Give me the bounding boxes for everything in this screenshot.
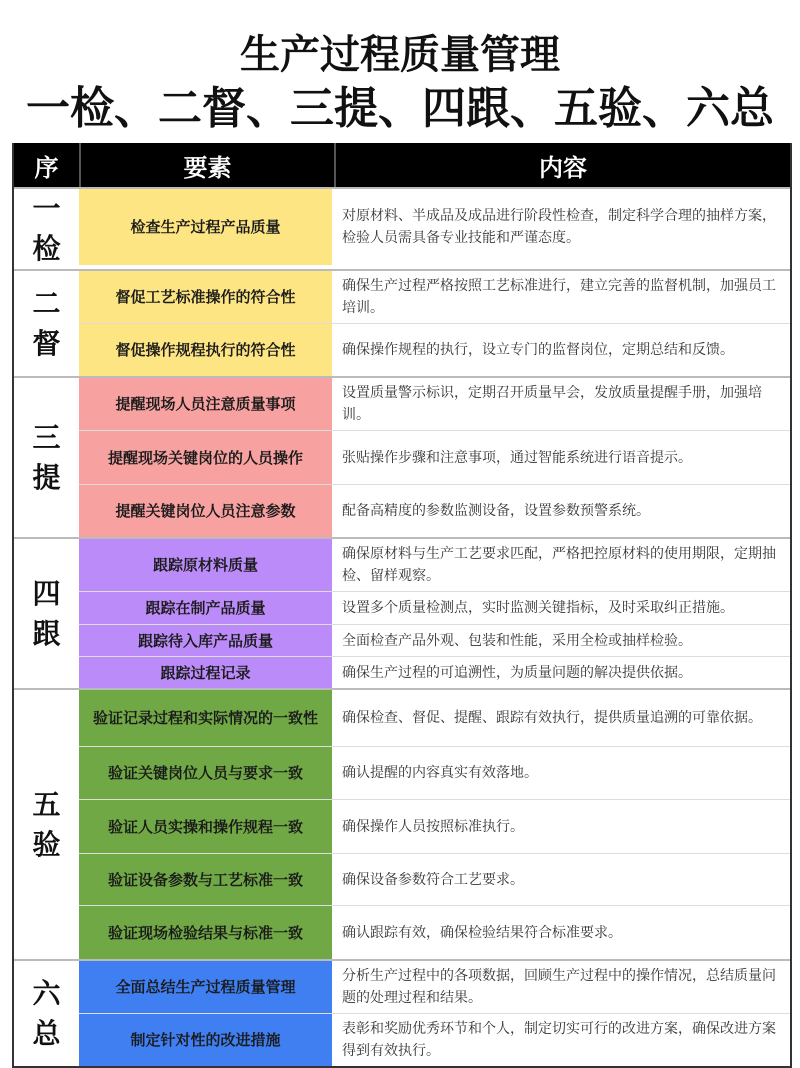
group-label-char: 三 (32, 420, 61, 454)
element-cell: 全面总结生产过程质量管理 (79, 961, 332, 1013)
content-cell: 全面检查产品外观、包装和性能，采用全检或抽样检验。 (342, 632, 692, 649)
table-row (79, 271, 790, 323)
content-cell: 分析生产过程中的各项数据，回顾生产过程中的操作情况，总结质量问题的处理过程和结果。 (342, 968, 776, 1006)
group-label-char: 提 (32, 460, 61, 494)
content-cell: 确保操作人员按照标准执行。 (342, 818, 524, 835)
content-cell: 设置质量警示标识，定期召开质量早会，发放质量提醒手册，加强培训。 (342, 385, 762, 423)
group-label (14, 690, 79, 959)
element-cell: 跟踪待入库产品质量 (79, 625, 332, 656)
element-cell: 跟踪在制产品质量 (79, 592, 332, 624)
group-label-char: 一 (32, 192, 61, 225)
content-cell: 表彰和奖励优秀环节和个人，制定切实可行的改进方案，确保改进方案得到有效执行。 (342, 1021, 776, 1059)
element-cell: 提醒现场人员注意质量事项 (79, 378, 332, 430)
element-cell: 验证关键岗位人员与要求一致 (79, 747, 332, 799)
table-row (79, 656, 790, 688)
element-cell: 提醒关键岗位人员注意参数 (79, 485, 332, 537)
group-label-char: 验 (32, 827, 61, 861)
page-subtitle: 一检、二督、三提、四跟、五验、六总 (26, 83, 774, 134)
content-cell: 设置多个质量检测点，实时监测关键指标，及时采取纠正措施。 (342, 600, 734, 616)
content-cell: 确保生产过程的可追溯性，为质量问题的解决提供依据。 (342, 664, 692, 681)
group-section (14, 269, 790, 376)
content-cell: 确保检查、督促、提醒、跟踪有效执行，提供质量追溯的可靠依据。 (342, 710, 762, 726)
table-row (79, 539, 790, 591)
group-label-char: 督 (32, 326, 61, 360)
element-cell: 跟踪过程记录 (79, 657, 332, 688)
group-label-char: 五 (32, 787, 61, 821)
group-section (14, 187, 790, 269)
table-row (79, 690, 790, 746)
table-header (14, 143, 790, 187)
group-label (14, 271, 79, 376)
table-row (79, 323, 790, 376)
content-cell: 确认跟踪有效，确保检验结果符合标准要求。 (342, 924, 622, 941)
quality-table (12, 143, 792, 1068)
element-cell: 验证设备参数与工艺标准一致 (79, 854, 332, 905)
table-row (79, 591, 790, 624)
element-cell: 验证现场检验结果与标准一致 (79, 906, 332, 959)
content-cell: 确保原材料与生产工艺要求匹配，严格把控原材料的使用期限，定期抽检、留样观察。 (342, 546, 776, 584)
group-section (14, 376, 790, 537)
table-row (79, 430, 790, 484)
group-label-char: 四 (32, 576, 61, 610)
element-cell: 督促工艺标准操作的符合性 (79, 271, 332, 323)
table-row (79, 905, 790, 959)
content-cell: 张贴操作步骤和注意事项，通过智能系统进行语音提示。 (342, 449, 692, 466)
element-cell: 检查生产过程产品质量 (79, 189, 332, 265)
element-cell: 制定针对性的改进措施 (79, 1014, 332, 1066)
content-cell: 配备高精度的参数监测设备，设置参数预警系统。 (342, 503, 650, 519)
content-cell: 确保设备参数符合工艺要求。 (342, 871, 524, 888)
table-row (79, 484, 790, 537)
group-label (14, 189, 79, 269)
group-label-char: 总 (32, 1016, 61, 1050)
group-label-char: 跟 (32, 616, 61, 650)
table-row (79, 378, 790, 430)
content-cell: 对原材料、半成品及成品进行阶段性检查，制定科学合理的抽样方案，检验人员需具备专业技能和严谨态度。 (342, 208, 776, 246)
group-label (14, 961, 79, 1066)
content-cell: 确保生产过程严格按照工艺标准进行，建立完善的监督机制，加强员工培训。 (342, 278, 776, 316)
table-row (79, 853, 790, 905)
table-row (79, 799, 790, 853)
group-label-char: 六 (32, 976, 61, 1010)
table-row (79, 746, 790, 799)
group-section (14, 688, 790, 959)
element-cell: 跟踪原材料质量 (79, 539, 332, 591)
group-section (14, 959, 790, 1066)
content-cell: 确保操作规程的执行，设立专门的监督岗位，定期总结和反馈。 (342, 342, 734, 358)
element-cell: 验证人员实操和操作规程一致 (79, 800, 332, 853)
header-element: 要素 (81, 143, 336, 187)
group-label (14, 378, 79, 537)
group-label-char: 二 (32, 286, 61, 320)
table-row (79, 189, 790, 265)
table-row (79, 624, 790, 656)
element-cell: 督促操作规程执行的符合性 (79, 324, 332, 376)
group-label-char: 检 (32, 232, 61, 265)
header-index: 序 (14, 143, 81, 187)
element-cell: 验证记录过程和实际情况的一致性 (79, 690, 332, 746)
group-section (14, 537, 790, 688)
content-cell: 确认提醒的内容真实有效落地。 (342, 765, 538, 781)
table-row (79, 1013, 790, 1066)
element-cell: 提醒现场关键岗位的人员操作 (79, 431, 332, 484)
page-title: 生产过程质量管理 (240, 32, 560, 78)
table-row (79, 961, 790, 1013)
group-label (14, 539, 79, 688)
header-content: 内容 (539, 153, 587, 182)
